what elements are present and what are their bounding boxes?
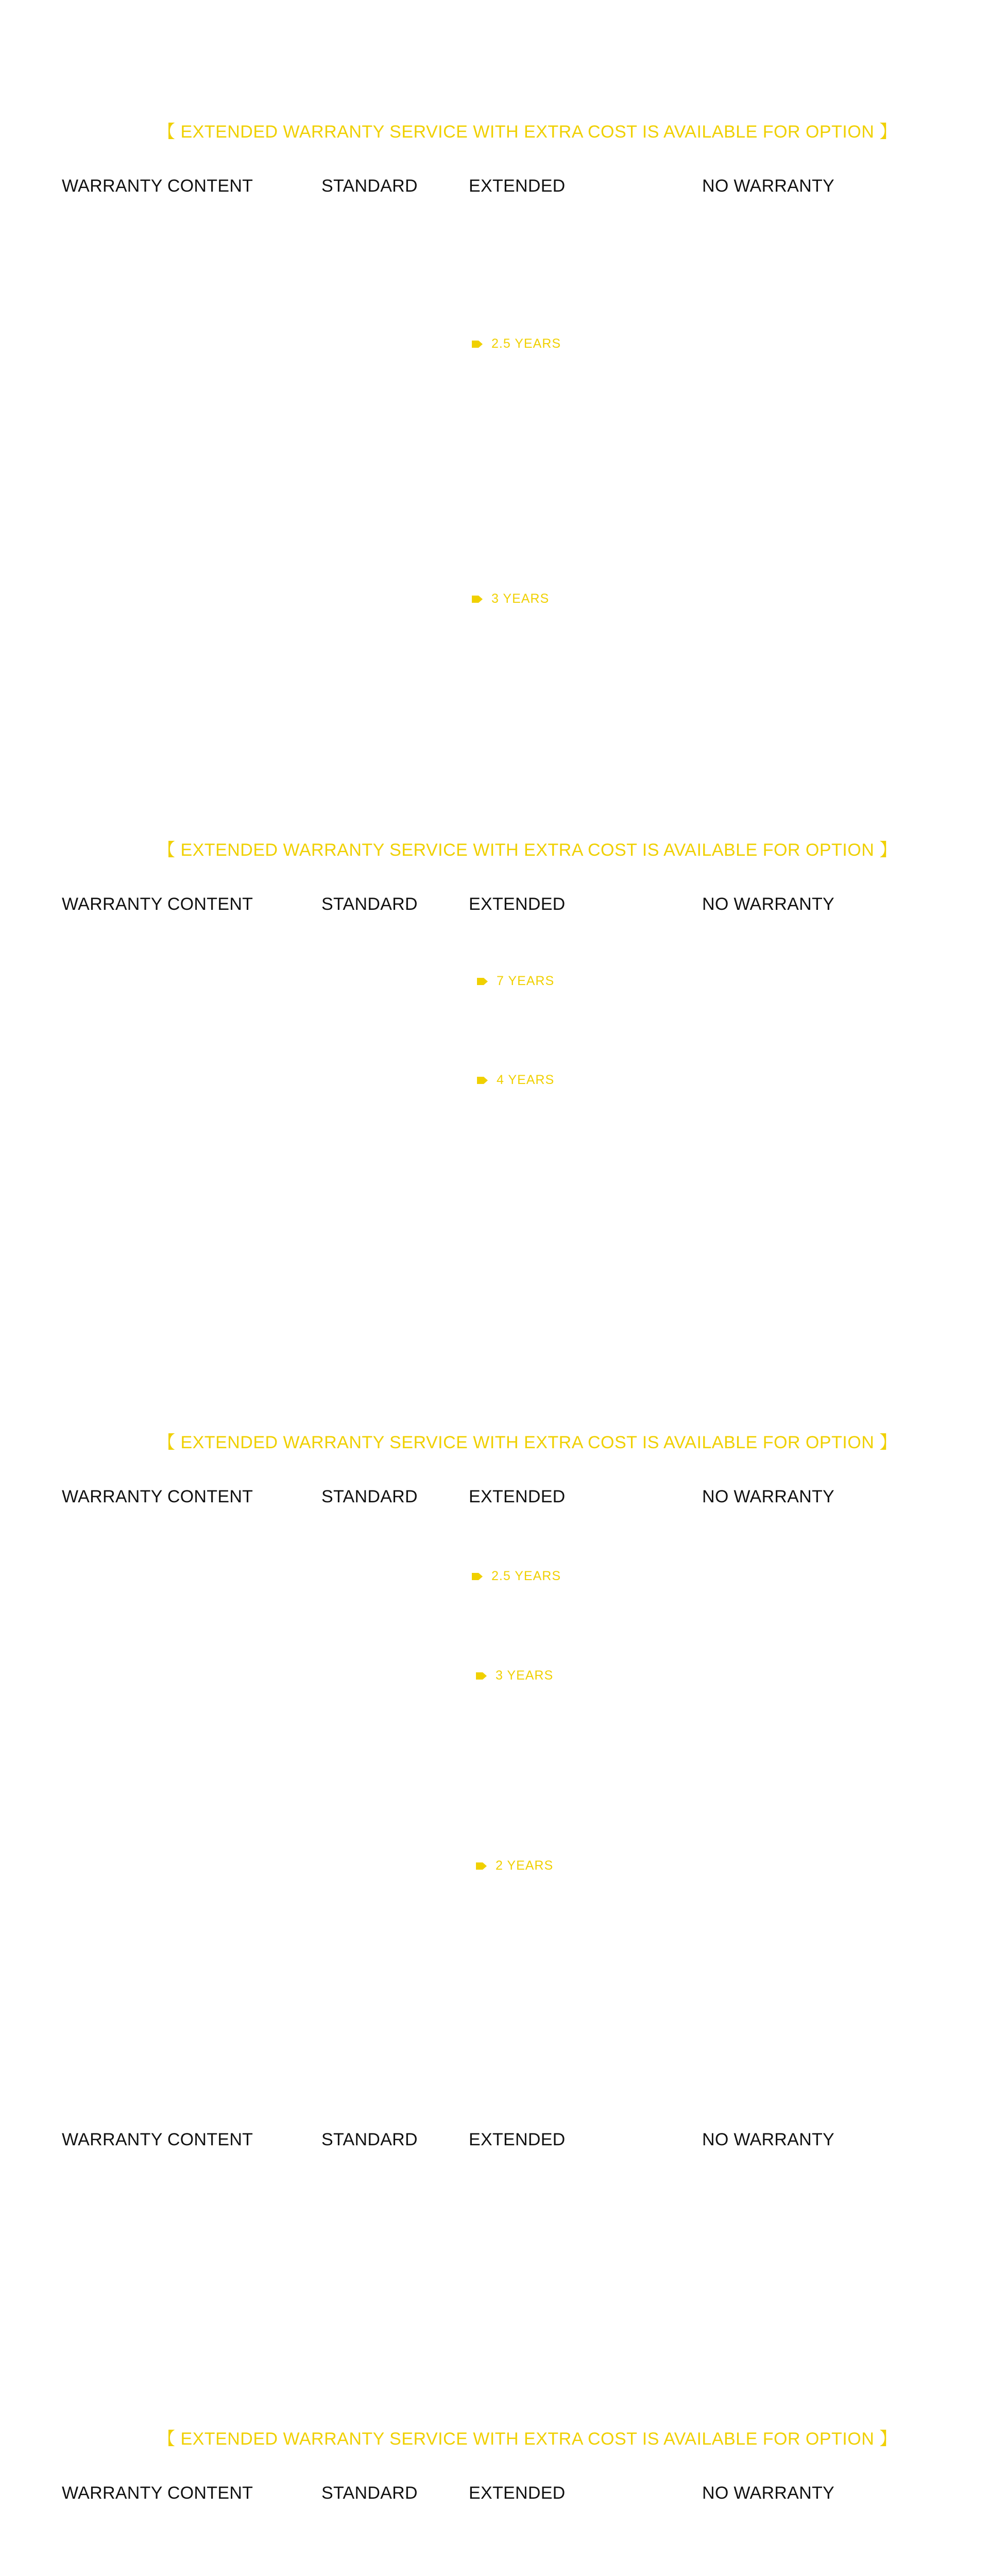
column-header-no-warranty: NO WARRANTY [702,2130,835,2149]
column-header-extended: EXTENDED [469,2483,566,2503]
extended-warranty-banner: 【 EXTENDED WARRANTY SERVICE WITH EXTRA COST IS AVAILABLE FOR OPTION 】 [158,122,897,142]
column-header-warranty-content: WARRANTY CONTENT [62,2483,253,2503]
warranty-period-badge [475,1668,553,1683]
warranty-period-badge [471,591,549,606]
column-header-no-warranty: NO WARRANTY [702,894,835,914]
warranty-period-badge [475,1858,553,1873]
warranty-period-badge [471,336,561,351]
warranty-period-label: 2.5 YEARS [491,1569,561,1583]
extended-warranty-banner: 【 EXTENDED WARRANTY SERVICE WITH EXTRA COST IS AVAILABLE FOR OPTION 】 [158,1433,897,1452]
column-header-extended: EXTENDED [469,2130,566,2149]
tag-icon [471,1572,483,1581]
column-header-no-warranty: NO WARRANTY [702,176,835,196]
column-header-warranty-content: WARRANTY CONTENT [62,176,253,196]
warranty-period-badge [476,974,554,989]
warranty-period-label: 3 YEARS [496,1668,554,1683]
tag-icon [476,977,488,986]
column-header-standard: STANDARD [321,176,418,196]
column-header-warranty-content: WARRANTY CONTENT [62,894,253,914]
column-header-standard: STANDARD [321,894,418,914]
column-header-standard: STANDARD [321,2130,418,2149]
column-header-warranty-content: WARRANTY CONTENT [62,1487,253,1506]
tag-icon [475,1862,487,1870]
warranty-period-badge [471,1569,561,1584]
warranty-period-label: 4 YEARS [497,1073,555,1087]
warranty-period-label: 3 YEARS [491,591,550,606]
column-header-standard: STANDARD [321,2483,418,2503]
tag-icon [475,1672,487,1680]
warranty-period-label: 2 YEARS [496,1858,554,1873]
column-header-standard: STANDARD [321,1487,418,1506]
column-header-extended: EXTENDED [469,894,566,914]
warranty-period-label: 2.5 YEARS [491,336,561,351]
warranty-period-label: 7 YEARS [497,974,555,988]
column-header-extended: EXTENDED [469,176,566,196]
column-header-extended: EXTENDED [469,1487,566,1506]
tag-icon [471,595,483,603]
warranty-period-badge [476,1073,554,1088]
tag-icon [476,1076,488,1084]
extended-warranty-banner: 【 EXTENDED WARRANTY SERVICE WITH EXTRA COST IS AVAILABLE FOR OPTION 】 [158,840,897,860]
extended-warranty-banner: 【 EXTENDED WARRANTY SERVICE WITH EXTRA COST IS AVAILABLE FOR OPTION 】 [158,2429,897,2449]
column-header-no-warranty: NO WARRANTY [702,1487,835,1506]
tag-icon [471,340,483,348]
column-header-no-warranty: NO WARRANTY [702,2483,835,2503]
column-header-warranty-content: WARRANTY CONTENT [62,2130,253,2149]
